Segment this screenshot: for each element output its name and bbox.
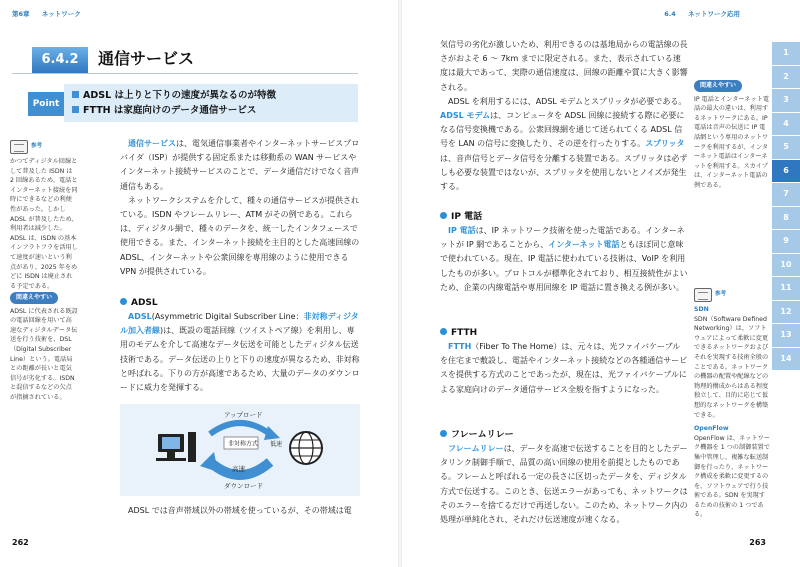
- bullet-dot-icon: [440, 430, 447, 437]
- side-note-caution: [10, 292, 78, 403]
- bullet-dot-icon: [440, 212, 447, 219]
- point-box: [22, 84, 358, 122]
- running-chapter: 第6章: [12, 10, 30, 18]
- point-item: ADSL は上りと下りの速度が異なるのが特徴: [72, 88, 350, 103]
- chapter-thumb-tabs: [772, 42, 800, 371]
- running-title: ネットワーク応用: [688, 10, 740, 18]
- side-note-sdn: [694, 288, 770, 520]
- point-list: [64, 84, 358, 122]
- chapter-tab[interactable]: 7: [772, 183, 800, 206]
- right-page: [402, 0, 800, 567]
- page-number-right: 263: [749, 538, 766, 547]
- frame-relay-heading: フレームリレー: [440, 428, 688, 442]
- square-bullet-icon: [72, 106, 79, 113]
- note-text: ADSL に代表される既設の電話回線を用いて高速なディジタルデータ伝送を行う技術を、DSL（Digital Subscriber Line）という。電話局との距離が長いと電気信号が劣化する。ISDN と混信するなどの欠点が指摘されている。: [10, 307, 78, 401]
- fig-highspeed-label: 高速: [232, 465, 245, 473]
- chapter-tab[interactable]: 8: [772, 207, 800, 230]
- globe-icon: [290, 432, 322, 464]
- chapter-tab[interactable]: 11: [772, 277, 800, 300]
- adsl-bottom-line: ADSL では音声帯域以外の帯域を使っているが、その帯域は電: [128, 506, 352, 515]
- intro-text: 通信サービスは、電気通信事業者やインターネットサービスプロバイダ（ISP）が提供する固定系または移動系の WAN サービスやインターネット接続サービスのことで、データ通信だけでなく音声通信もある。 ネットワークシステムを介して、種々の通信サービスが提供されている。ISDN やフレームリレー、ATM がその例である。これらは、ディジタル網で、種々のデータを、統一したインタフェースで使用できる。また、インターネット接続を主目的とした高速回線の ADSL、インターネットや公衆回線を専用線のように使用できる VPN が提供されている。: [120, 139, 360, 276]
- note-title: OpenFlow: [694, 425, 729, 433]
- left-page: [0, 0, 398, 567]
- adsl-continued: 気信号の劣化が激しいため、利用できるのは基地局からの電話線の長さがおよそ 6 〜 7km までに限定される。また、表示されている速度は最大であって、実際の通信速度は、回線の距離や質に大きく影響される。 ADSL を利用するには、ADSL モデムとスプリッタが必要である。ADSL モデムは、コンピュータを ADSL 回線に接続する際に必要になる信号変換機である。公衆回線網を通じて送られてくる ADSL 信号を LAN の信号に変換したり、その逆を行ったりする。スプリッタは、音声信号とデータ信号を分離する装置である。スプリッタは必ずしも必要な装置ではないが、スプリッタを使用しないとノイズが発生する。: [440, 40, 688, 192]
- bullet-dot-icon: [440, 328, 447, 335]
- point-tag: Point: [28, 92, 64, 116]
- running-chapter: 6.4: [664, 10, 676, 18]
- upload-arrow: [210, 423, 270, 434]
- book-icon: [694, 288, 712, 302]
- chapter-tab[interactable]: 1: [772, 42, 800, 65]
- section-title: 通信サービス: [98, 49, 195, 68]
- side-note-reference: [10, 140, 78, 291]
- chapter-tab[interactable]: 9: [772, 230, 800, 253]
- point-item: FTTH は家庭向けのデータ通信サービス: [72, 103, 350, 118]
- running-title: ネットワーク: [41, 10, 81, 18]
- note-label: 参考: [715, 291, 727, 298]
- ftth-section: FTTH FTTH（Fiber To The Home）は、元々は、光ファイバケーブルを住宅まで敷設し、電話やインターネット接続などの各種通信サービスを提供する方式のことであったが、現在は、光ファイバケーブルによる家庭向けのデータ通信サービス全般を指すようになった。: [440, 328, 688, 394]
- frame-relay-section: フレームリレー フレームリレーは、データを高速で伝送することを目的としたデータリンク制御手順で、品質の高い回線の使用を前提としたものである。フレームと呼ばれる一定の長さに区切ったデータを、ディジタル方式で伝送する。このとき、伝送エラーがあっても、ネットワークはそのエラーを捨てるだけで再送しない。このため、ネットワーク内の処理が単純化され、それだけ伝送速度が速くなる。: [440, 430, 688, 525]
- chapter-tab[interactable]: 13: [772, 324, 800, 347]
- note-text: OpenFlow は、ネットワーク機器を 1 つの制御装置で集中管理し、複雑な転送制御を行ったり、ネットワーク構成を柔軟に変更するのを、ソフトウェアで行う技術である。SDN を実現するための技術の 1 つである。: [694, 434, 770, 519]
- bullet-dot-icon: [120, 298, 127, 305]
- fig-method-label: 非対称方式: [228, 440, 259, 448]
- section-header: [12, 44, 358, 74]
- running-header-left: [12, 9, 81, 18]
- fig-upload-label: アップロード: [224, 411, 263, 419]
- page-number-left: 262: [12, 538, 29, 547]
- chapter-tab[interactable]: 4: [772, 113, 800, 136]
- ip-heading: IP 電話: [440, 210, 688, 224]
- ftth-heading: FTTH: [440, 326, 688, 340]
- side-note-caution-ip: [694, 80, 770, 191]
- note-badge: 間違えやすい: [10, 292, 58, 304]
- note-text: かつてディジタル回線として普及した ISDN は 2 回線あるため、電話とインターネット接続を同時にできるなどの利便性があった。しかし ADSL が普及したため、利用者は減少した。ADSL は、ISDN の基本インフラトフラを活用して速度が速いという利点があり、2025 年をめどに ISDN は廃止される予定である。: [10, 158, 78, 290]
- note-title: SDN: [694, 306, 709, 313]
- download-arrowhead: [200, 452, 218, 472]
- running-header-right: [664, 9, 740, 18]
- fig-lowspeed-label: 低速: [270, 441, 283, 448]
- adsl-section: ADSL ADSL(Asymmetric Digital Subscriber Line：非対称ディジタル加入者線)は、既設の電話回線（ツイストペア線）を利用し、専用のモデムを介して高速なデータ伝送を可能としたディジタル伝送技術である。データ伝送の上りと下りの速度が異なるため、非対称と呼ばれる。下りの方が高速であるため、大量のデータのダウンロードに威力を発揮する。: [120, 298, 360, 393]
- note-badge: 間違えやすい: [694, 80, 742, 92]
- note-text: IP 電話とインターネット電話の最大の違いは、利用するネットワークにある。IP 電話は音声の伝送に IP 電話網という専用のネットワークを利用するが、インターネット電話はインターネットを利用する。スカイプは、インターネット電話の例である。: [694, 95, 770, 189]
- chapter-tab[interactable]: 3: [772, 89, 800, 112]
- ip-phone-section: IP 電話 IP 電話は、IP ネットワーク技術を使った電話である。インターネットが IP 網であることから、インターネット電話ともほぼ同じ意味で使われている。現在、IP 電話に使われている技術は、VoIP を利用したものが多い。プロトコルが標準化されており、相互接続性がよいため、企業の内線電話や専用回線を IP 電話に置き換える例が多い。: [440, 212, 688, 292]
- section-number: 6.4.2: [32, 47, 88, 73]
- computer-icon: [156, 432, 196, 462]
- chapter-tab[interactable]: 12: [772, 301, 800, 324]
- chapter-tab[interactable]: 2: [772, 66, 800, 89]
- square-bullet-icon: [72, 91, 79, 98]
- chapter-tab[interactable]: 10: [772, 254, 800, 277]
- note-text: SDN（Software Defined Networking）は、ソフトウェアによって柔軟に変更できるネットワークおよびそれを実現する技術全般のことである。ネットワークの機器の配置や配線などの物理的構成からはある程度独立して、目的に応じて仮想的なネットワークを構築できる。: [694, 315, 769, 419]
- adsl-heading: ADSL: [120, 296, 360, 310]
- fig-download-label: ダウンロード: [224, 482, 263, 490]
- chapter-tab[interactable]: 5: [772, 136, 800, 159]
- adsl-diagram: [120, 404, 360, 496]
- note-label: 参考: [31, 143, 43, 150]
- chapter-tab-active[interactable]: 6: [772, 160, 800, 183]
- chapter-tab[interactable]: 14: [772, 348, 800, 371]
- adsl-diagram-svg: [120, 404, 360, 496]
- book-icon: [10, 140, 28, 154]
